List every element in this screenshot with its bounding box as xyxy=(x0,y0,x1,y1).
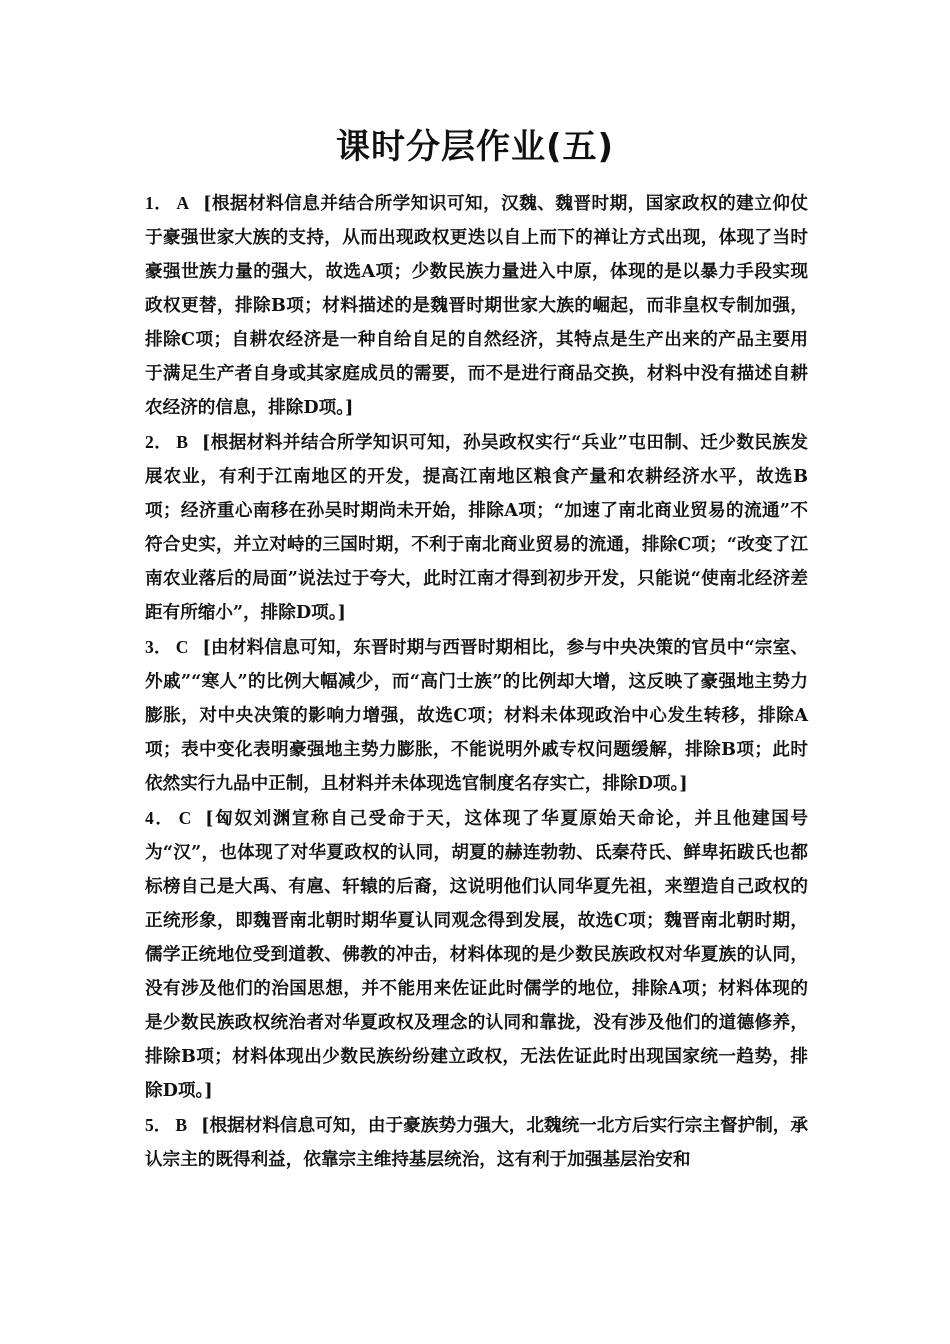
page-title: 课时分层作业(五) xyxy=(335,127,615,167)
answer-item-2 xyxy=(145,425,808,630)
answer-item-1 xyxy=(145,186,808,425)
item-explanation: [由材料信息可知，东晋时期与西晋时期相比，参与中央决策的官员中“宗室、外戚”“寒人”的比例大幅减少，而“高门士族”的比例却大增，这反映了豪强地主势力膨胀，对中央决策的影响力增强，故选C项；材料未体现政治中心发生转移，排除A项；表中变化表明豪强地主势力膨胀，不能说明外戚专权问题缓解，排除B项；此时依然实行九品中正制，且材料并未体现选官制度名存实亡，排除D项。] xyxy=(145,637,808,794)
item-explanation: [根据材料并结合所学知识可知，孙吴政权实行“兵业”屯田制、迁少数民族发展农业，有利于江南地区的开发，提高江南地区粮食产量和农耕经济水平，故选B项；经济重心南移在孙吴时期尚未开始，排除A项；“加速了南北商业贸易的流通”不符合史实，并立对峙的三国时期，不利于南北商业贸易的流通，排除C项；“改变了江南农业落后的局面”说法过于夸大，此时江南才得到初步开发，只能说“使南北经济差距有所缩小”，排除D项。] xyxy=(145,432,808,623)
item-number: 4． xyxy=(145,808,175,828)
item-answer: C xyxy=(175,637,189,657)
item-number: 2． xyxy=(145,432,173,452)
item-number: 5． xyxy=(145,1115,172,1135)
item-answer: B xyxy=(175,1115,188,1135)
item-explanation: [匈奴刘渊宣称自己受命于天，这体现了华夏原始天命论，并且他建国号为“汉”，也体现了对华夏政权的认同，胡夏的赫连勃勃、氐秦苻氏、鲜卑拓跋氏也都标榜自己是大禹、有扈、轩辕的后裔，这说明他们认同华夏先祖，来塑造自己政权的正统形象，即魏晋南北朝时期华夏认同观念得到发展，故选C项；魏晋南北朝时期，儒学正统地位受到道教、佛教的冲击，材料体现的是少数民族政权对华夏族的认同，没有涉及他们的治国思想，并不能用来佐证此时儒学的地位，排除A项；材料体现的是少数民族政权统治者对华夏政权及理念的认同和靠拢，没有涉及他们的道德修养，排除B项；材料体现出少数民族纷纷建立政权，无法佐证此时出现国家统一趋势，排除D项。] xyxy=(145,808,808,1101)
answer-item-3 xyxy=(145,630,808,801)
answer-list xyxy=(145,186,808,1177)
item-answer: A xyxy=(176,193,190,213)
item-explanation: [根据材料信息可知，由于豪族势力强大，北魏统一北方后实行宗主督护制，承认宗主的既得利益，依靠宗主维持基层统治，这有利于加强基层治安和 xyxy=(145,1115,808,1170)
item-explanation: [根据材料信息并结合所学知识可知，汉魏、魏晋时期，国家政权的建立仰仗于豪强世家大族的支持，从而出现政权更迭以自上而下的禅让方式出现，体现了当时豪强世族力量的强大，故选A项；少数民族力量进入中原，体现的是以暴力手段实现政权更替，排除B项；材料描述的是魏晋时期世家大族的崛起，而非皇权专制加强，排除C项；自耕农经济是一种自给自足的自然经济，其特点是生产出来的产品主要用于满足生产者自身或其家庭成员的需要，而不是进行商品交换，材料中没有描述自耕农经济的信息，排除D项。] xyxy=(145,193,808,418)
item-answer: C xyxy=(178,808,192,828)
item-number: 1． xyxy=(145,193,173,213)
answer-item-4 xyxy=(145,801,808,1108)
item-answer: B xyxy=(176,432,188,452)
item-number: 3． xyxy=(145,637,172,657)
answer-item-5 xyxy=(145,1108,808,1177)
